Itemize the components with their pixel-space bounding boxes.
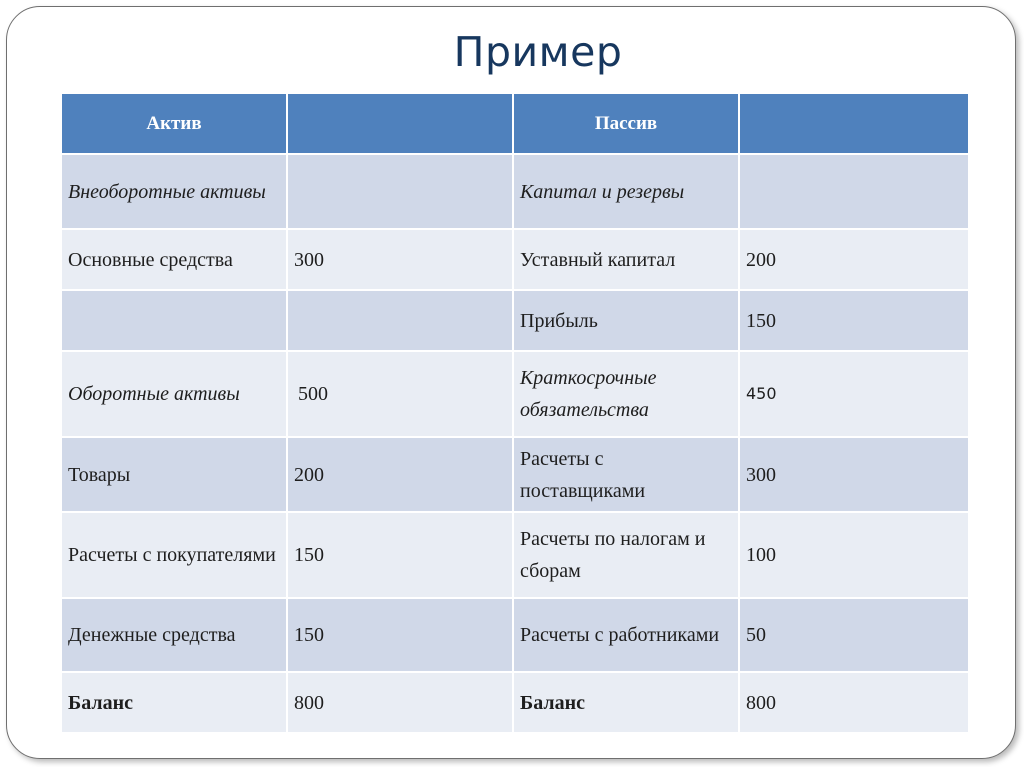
header-assets: Актив [62,94,288,155]
cell-asset-value: 300 [288,230,514,291]
cell-asset-label: Расчеты с покупателями [62,513,288,599]
cell-asset-label: Товары [62,438,288,513]
table-row [62,438,968,513]
cell-asset-label: Оборотные активы [62,352,288,438]
cell-liability-total-value: 800 [740,673,968,734]
table-row [62,513,968,599]
cell-asset-label: Денежные средства [62,599,288,673]
cell-liability-label: Расчеты по налогам и сборам [514,513,740,599]
balance-table [62,94,968,734]
cell-liability-label: Расчеты с работниками [514,599,740,673]
cell-asset-label [62,291,288,352]
cell-liability-value: 150 [740,291,968,352]
cell-liability-total-label: Баланс [514,673,740,734]
table-row [62,599,968,673]
header-liabilities-value [740,94,968,155]
table-header-row [62,94,968,155]
cell-liability-value: 450 [740,352,968,438]
cell-liability-value: 300 [740,438,968,513]
header-assets-value [288,94,514,155]
cell-asset-value: 500 [288,352,514,438]
cell-asset-value [288,155,514,230]
table-row [62,155,968,230]
table-row [62,230,968,291]
page-title: Пример [453,28,623,76]
table-row [62,291,968,352]
cell-asset-value: 200 [288,438,514,513]
cell-asset-value: 150 [288,513,514,599]
table-row [62,673,968,734]
cell-liability-label: Уставный капитал [514,230,740,291]
cell-asset-value: 150 [288,599,514,673]
cell-asset-value [288,291,514,352]
cell-liability-label: Расчеты с поставщиками [514,438,740,513]
cell-liability-label: Краткосрочные обязательства [514,352,740,438]
cell-asset-label: Внеоборотные активы [62,155,288,230]
cell-liability-value: 50 [740,599,968,673]
cell-asset-total-label: Баланс [62,673,288,734]
cell-asset-total-value: 800 [288,673,514,734]
cell-liability-value: 200 [740,230,968,291]
header-liabilities: Пассив [514,94,740,155]
table-row [62,352,968,438]
cell-liability-label: Прибыль [514,291,740,352]
cell-liability-value [740,155,968,230]
cell-asset-label: Основные средства [62,230,288,291]
cell-liability-label: Капитал и резервы [514,155,740,230]
cell-liability-value: 100 [740,513,968,599]
